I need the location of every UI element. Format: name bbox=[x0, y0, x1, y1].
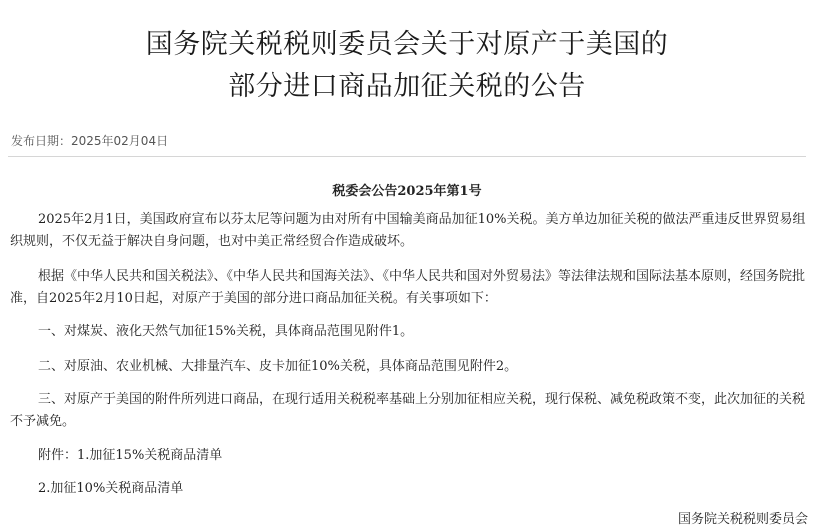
attachment-link-2[interactable]: 2.加征10%关税商品清单 bbox=[38, 481, 184, 496]
publish-date: 发布日期：2025年02月04日 bbox=[11, 134, 169, 148]
paragraph-background: 2025年2月1日，美国政府宣布以芬太尼等问题为由对所有中国输美商品加征10%关税。美方单边加征关税的做法严重违反世界贸易组织规则，不仅无益于解决自身问题，也对中美正常经贸合作造成破坏。 bbox=[10, 212, 806, 249]
paragraph-item-3: 三、对原产于美国的附件所列进口商品，在现行适用关税税率基础上分别加征相应关税，现行保税、减免税政策不变，此次加征的关税不予减免。 bbox=[10, 392, 806, 429]
paragraph-legal-basis: 根据《中华人民共和国关税法》、《中华人民共和国海关法》、《中华人民共和国对外贸易法》等法律法规和国际法基本原则，经国务院批准，自2025年2月10日起，对原产于美国的部分进口商品加征关税。有关事项如下： bbox=[10, 269, 806, 306]
paragraph-item-2: 二、对原油、农业机械、大排量汽车、皮卡加征10%关税，具体商品范围见附件2。 bbox=[38, 359, 518, 374]
paragraph-item-1: 一、对煤炭、液化天然气加征15%关税，具体商品范围见附件1。 bbox=[38, 324, 414, 339]
issuer-signature: 国务院关税税则委员会 bbox=[677, 512, 808, 527]
header-divider bbox=[8, 156, 806, 157]
announcement-title-line-2: 部分进口商品加征关税的公告 bbox=[228, 71, 586, 102]
notice-number: 税委会公告2025年第1号 bbox=[332, 184, 482, 199]
attachment-link-1[interactable]: 附件：1.加征15%关税商品清单 bbox=[38, 448, 223, 463]
announcement-title-line-1: 国务院关税税则委员会关于对原产于美国的 bbox=[145, 29, 669, 60]
